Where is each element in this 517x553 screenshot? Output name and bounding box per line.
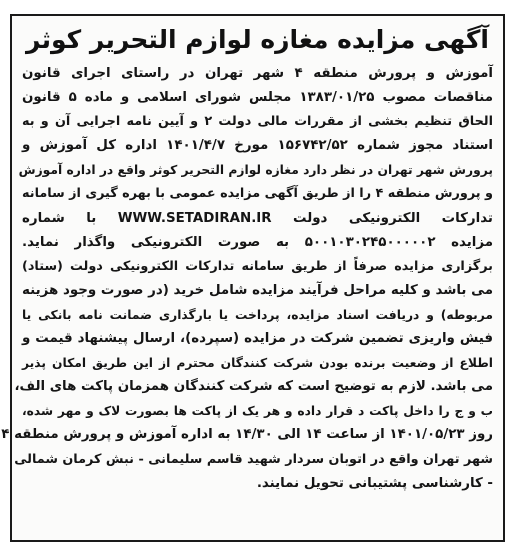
notice-line: روز ۱۴۰۱/۰۵/۲۳ از ساعت ۱۴ الی ۱۴/۳۰ به اداره آموزش و پرورش منطقه ۴ — [1, 427, 493, 443]
notice-title: آگهی مزایده مغازه لوازم التحریر کوثر — [26, 25, 489, 54]
notice-line: می باشد. لازم به توضیح است که شرکت کنندگان همزمان پاکت های الف، — [14, 379, 493, 395]
notice-line: و پرورش منطقه ۴ را از طریق آگهی مزایده عمومی با بهره گیری از سامانه — [22, 186, 493, 202]
notice-body — [1, 62, 493, 534]
notice-line: استناد مجوز شماره ۱۵۶۷۴۲/۵۲ مورخ ۱۴۰۱/۴/۷ اداره کل آموزش و — [22, 138, 493, 154]
notice-line: پرورش شهر تهران در نظر دارد مغازه لوازم التحریر کوثر واقع در اداره آموزش — [18, 163, 493, 178]
notice-line: - کارشناسی پشتیبانی تحویل نمایند. — [256, 475, 493, 491]
notice-line: مزایده ۵۰۰۱۰۳۰۲۴۵۰۰۰۰۰۲ به صورت الکترونیکی واگذار نماید. — [22, 234, 493, 250]
notice-line: ب و ج را داخل پاکت د قرار داده و هر یک از پاکت ها بصورت لاک و مهر شده، — [22, 404, 493, 419]
notice-line: اطلاع از وضعیت برنده بودن شرکت کنندگان محترم از این طریق امکان پذیر — [22, 356, 493, 371]
notice-text: با شماره — [22, 210, 97, 226]
notice-line: آموزش و پرورش منطقه ۴ شهر تهران در راستای اجرای قانون — [22, 66, 493, 81]
website-link[interactable]: WWW.SETADIRAN.IR — [117, 210, 272, 226]
notice-line: شهر تهران واقع در اتوبان سردار شهید قاسم سلیمانی - نبش کرمان شمالی — [14, 451, 493, 467]
notice-text: تدارکات الکترونیکی دولت — [293, 210, 493, 226]
notice-frame — [1, 14, 505, 542]
notice-line: مناقصات مصوب ۱۳۸۳/۰۱/۲۵ مجلس شورای اسلامی و ماده ۵ قانون — [22, 90, 493, 106]
notice-line: مربوطه) و دریافت اسناد مزایده، پرداخت یا بارگذاری ضمانت نامه بانکی یا — [22, 307, 493, 322]
notice-line: الحاق تنظیم بخشی از مقررات مالی دولت ۲ و آیین نامه اجرایی آن و به — [22, 114, 493, 130]
notice-line: فیش واریزی تضمین شرکت در مزایده (سپرده)، ارسال پیشنهاد قیمت و — [22, 331, 493, 347]
notice-line: برگزاری مزایده صرفاً از طریق سامانه تدارکات الکترونیکی دولت (ستاد) — [22, 258, 493, 274]
notice-line: می باشد و کلیه مراحل فرآیند مزایده شامل خرید (در صورت وجود هزینه — [22, 282, 493, 298]
notice-line-website — [22, 207, 493, 231]
